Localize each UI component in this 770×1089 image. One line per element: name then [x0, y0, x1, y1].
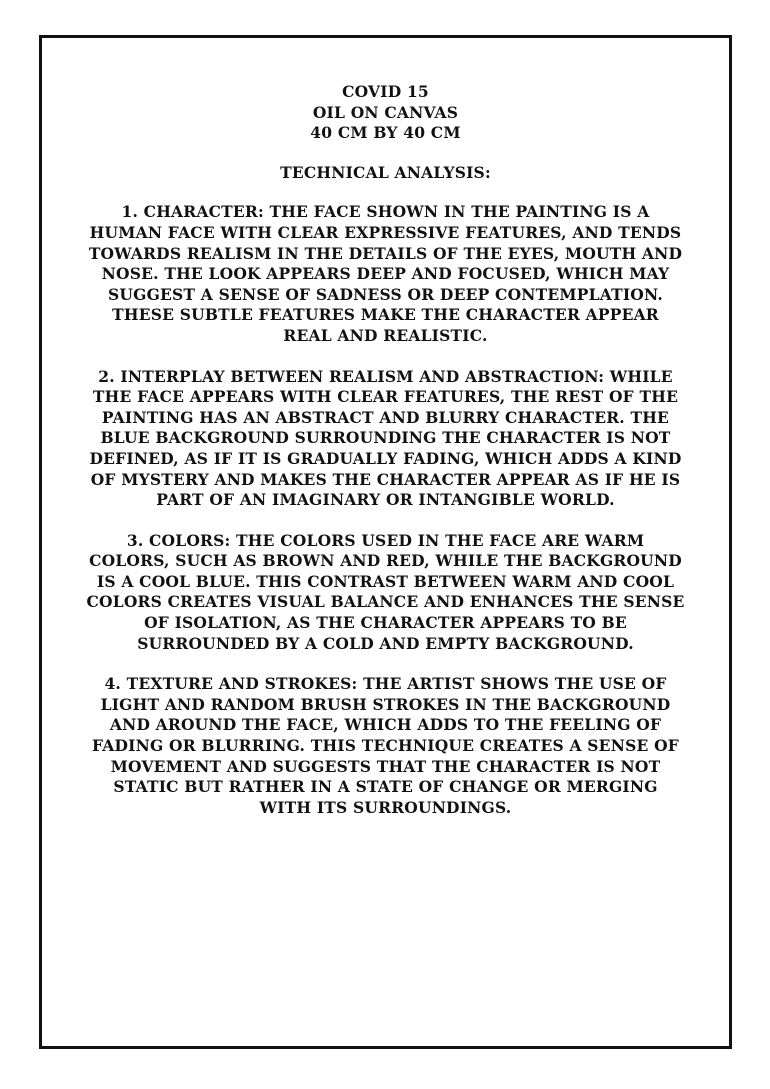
paragraph-character: 1. CHARACTER: THE FACE SHOWN IN THE PAINTING IS A HUMAN FACE WITH CLEAR EXPRESSIVE FEATURES, AND TENDS TOWARDS REALISM IN THE DETAILS OF THE EYES, MOUTH AND NOSE. THE LOOK APPEARS DEEP AND FOCUSED, WHICH MAY SUGGEST A SENSE OF SADNESS OR DEEP CONTEMPLATION. THESE SUBTLE FEATURES MAKE THE CHARACTER APPEAR REAL AND REALISTIC. — [88, 202, 683, 345]
section-heading: TECHNICAL ANALYSIS: — [280, 162, 491, 182]
page-border-frame — [39, 35, 732, 1049]
paragraph-colors: 3. COLORS: THE COLORS USED IN THE FACE ARE WARM COLORS, SUCH AS BROWN AND RED, WHILE THE BACKGROUND IS A COOL BLUE. THIS CONTRAST BETWEEN WARM AND COOL COLORS CREATES VISUAL BALANCE AND ENHANCES THE SENSE OF ISOLATION, AS THE CHARACTER APPEARS TO BE SURROUNDED BY A COLD AND EMPTY BACKGROUND. — [86, 530, 685, 653]
title-line-medium: OIL ON CANVAS — [312, 102, 459, 122]
document-title — [86, 82, 685, 144]
paragraph-realism-abstraction: 2. INTERPLAY BETWEEN REALISM AND ABSTRACTION: WHILE THE FACE APPEARS WITH CLEAR FEATURES, THE REST OF THE PAINTING HAS AN ABSTRACT AND BLURRY CHARACTER. THE BLUE BACKGROUND SURROUNDING THE CHARACTER IS NOT DEFINED, AS IF IT IS GRADUALLY FADING, WHICH ADDS A KIND OF MYSTERY AND MAKES THE CHARACTER APPEAR AS IF HE IS PART OF AN IMAGINARY OR INTANGIBLE WORLD. — [89, 366, 682, 510]
paragraph-texture-strokes: 4. TEXTURE AND STROKES: THE ARTIST SHOWS THE USE OF LIGHT AND RANDOM BRUSH STROKES IN THE BACKGROUND AND AROUND THE FACE, WHICH ADDS TO THE FEELING OF FADING OR BLURRING. THIS TECHNIQUE CREATES A SENSE OF MOVEMENT AND SUGGESTS THAT THE CHARACTER IS NOT STATIC BUT RATHER IN A STATE OF CHANGE OR MERGING WITH ITS SURROUNDINGS. — [92, 674, 679, 817]
document-body — [42, 82, 729, 818]
title-line-name: COVID 15 — [342, 82, 429, 101]
title-line-dimensions: 40 CM BY 40 CM — [310, 123, 461, 143]
